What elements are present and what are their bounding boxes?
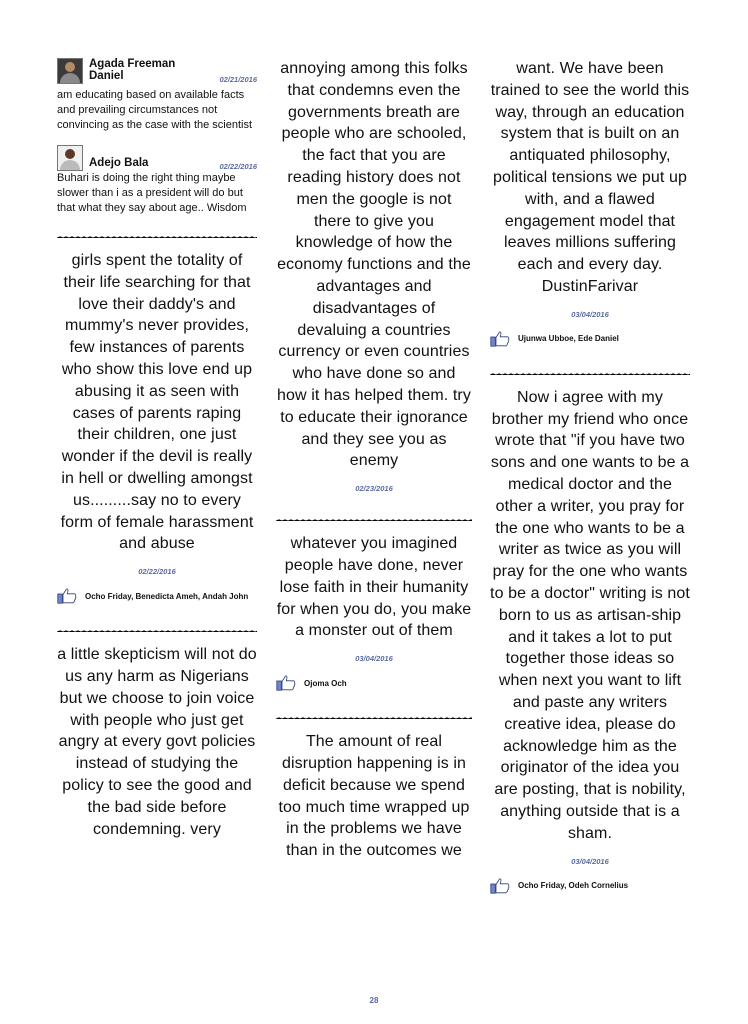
post-text: annoying among this folks that condemns even the governments breath are people who are schooled, the fact that you are reading history does not men the google is not there to give you knowledge of how the economy functions and the advantages and disadvantages of devaluing a countries currency or even countries who have done so and how it has helped them. try to educate their ignorance and they see you as enemy — [277, 60, 471, 470]
likes-names[interactable]: Ocho Friday, Benedicta Ameh, Andah John — [85, 591, 249, 601]
thumbs-up-icon[interactable] — [490, 878, 510, 894]
wavy-divider — [57, 230, 257, 240]
thumbs-up-icon[interactable] — [276, 675, 296, 691]
post-likes — [276, 675, 472, 691]
post-likes — [490, 878, 690, 894]
post-likes — [490, 331, 690, 347]
likes-names[interactable]: Ocho Friday, Odeh Cornelius — [518, 881, 629, 890]
comment-author[interactable]: Adejo Bala — [89, 157, 149, 169]
comment-date: 02/22/2016 — [219, 162, 257, 171]
post-date: 03/04/2016 — [571, 856, 609, 866]
post-text: Now i agree with my brother my friend who once wrote that "if you have two sons and one wants to be a medical doctor and the other a writer, you pray for the one who wants to be a writer as twice as you will pray for the one who wants to be a doctor" writing is not born to us as artisan-ship and it takes a lot to put together those ideas so when next you want to lift and paste any writers creative idea, please do acknowledge him as the originator of the idea you are posting, that is nobility, anything outside that is a sham. — [490, 388, 690, 842]
comment — [57, 145, 257, 216]
wavy-divider — [57, 624, 257, 634]
column-1 — [57, 58, 257, 840]
comment — [57, 58, 257, 133]
user-photo-icon[interactable] — [57, 58, 83, 84]
comment-text: am educating based on available facts and prevailing circumstances not convincing as the case with the scientist — [57, 89, 253, 131]
post-date: 03/04/2016 — [571, 309, 609, 319]
thumbs-up-icon[interactable] — [57, 588, 77, 604]
comment-author[interactable]: Agada Freeman Daniel — [89, 58, 176, 82]
likes-names[interactable]: Ujunwa Ubboe, Ede Daniel — [518, 334, 619, 344]
wavy-divider — [276, 513, 472, 523]
post-date: 02/23/2016 — [355, 484, 393, 494]
post-text: The amount of real disruption happening is in deficit because we spend too much time wrapped up in the problems we have than in the outcomes we — [278, 733, 470, 860]
post-date: 02/22/2016 — [138, 567, 176, 577]
wavy-divider — [276, 711, 472, 721]
post-text: girls spent the totality of their life searching for that love their daddy's and mummy's never provides, few instances of parents who show this love end up abusing it as seen with cases of parents raping their children, one just wonder if the devil is really in hell or dwelling amongst us.........say no to every form of female harassment and abuse — [60, 252, 254, 553]
user-photo-icon[interactable] — [57, 145, 83, 171]
likes-names[interactable]: Ojoma Och — [304, 678, 347, 688]
thumbs-up-icon[interactable] — [490, 331, 510, 347]
post-likes — [57, 588, 257, 604]
post-date: 03/04/2016 — [355, 654, 393, 664]
column-3 — [490, 58, 690, 894]
wavy-divider — [490, 367, 690, 377]
comment-date: 02/21/2016 — [219, 75, 257, 84]
column-2 — [276, 58, 472, 862]
page-number: 28 — [369, 996, 379, 1005]
post-text: a little skepticism will not do us any harm as Nigerians but we choose to join voice with people who just get angry at every govt policies instead of studying the policy to see the good and the bad side before condemning. very — [57, 646, 257, 838]
post-text: want. We have been trained to see the world this way, through an education system that is built on an antiquated philosophy, political tensions we put up with, and a flawed engagement model that leaves millions suffering each and every day. DustinFarivar — [490, 60, 690, 295]
post-text: whatever you imagined people have done, never lose faith in their humanity for when you do, you make a monster out of them — [276, 535, 472, 640]
comment-text: Buhari is doing the right thing maybe slower than i as a president will do but that what they say about age.. Wisdom — [57, 172, 247, 214]
